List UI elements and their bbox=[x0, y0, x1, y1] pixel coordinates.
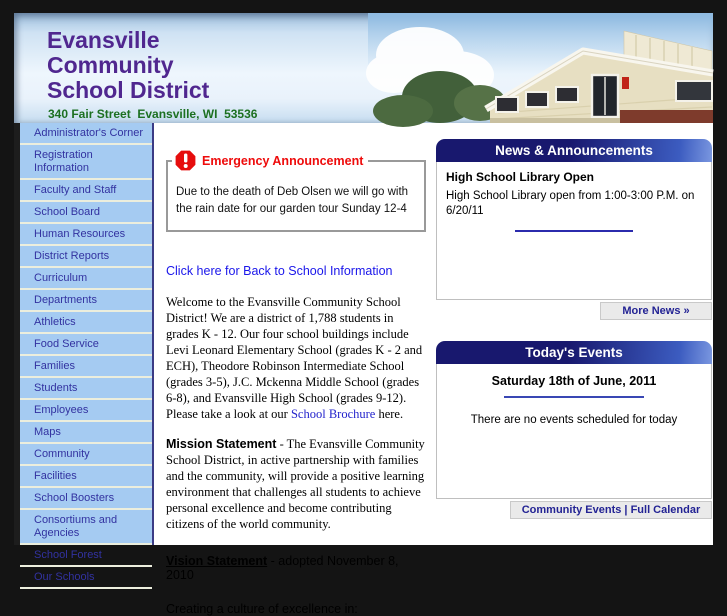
sidebar-item-employees[interactable]: Employees bbox=[20, 400, 152, 422]
events-footer-links bbox=[510, 501, 712, 519]
community-events-link[interactable]: Community Events bbox=[521, 504, 622, 516]
vision-statement-line bbox=[166, 554, 426, 582]
sidebar-item-district-reports[interactable]: District Reports bbox=[20, 246, 152, 268]
right-column bbox=[436, 123, 713, 545]
site-title-line3: School District bbox=[47, 77, 210, 103]
news-item-body: High School Library open from 1:00-3:00 P.M. on 6/20/11 bbox=[446, 190, 695, 217]
sidebar-item-school-boosters[interactable]: School Boosters bbox=[20, 488, 152, 510]
sidebar-item-our-schools[interactable]: Our Schools bbox=[20, 567, 152, 589]
sidebar-item-administrators-corner[interactable]: Administrator's Corner bbox=[20, 123, 152, 145]
emergency-announcement-legend bbox=[172, 149, 368, 172]
news-panel bbox=[436, 139, 712, 320]
sidebar-item-departments[interactable]: Departments bbox=[20, 290, 152, 312]
news-divider bbox=[515, 230, 633, 232]
mission-statement-text: - The Evansville Community School District, in active partnership with families and the community, will provide a positive learning environment that challenges all students to achieve personal excellence and become contributing citizens of the world community. bbox=[166, 437, 425, 531]
sidebar-item-human-resources[interactable]: Human Resources bbox=[20, 224, 152, 246]
sign bbox=[622, 77, 629, 89]
welcome-paragraph bbox=[166, 294, 426, 422]
events-empty-message: There are no events scheduled for today bbox=[470, 414, 678, 426]
sidebar-item-maps[interactable]: Maps bbox=[20, 422, 152, 444]
culture-line: Creating a culture of excellence in: bbox=[166, 602, 358, 616]
events-divider bbox=[504, 396, 644, 398]
sidebar-item-school-forest[interactable]: School Forest bbox=[20, 545, 152, 567]
news-panel-body bbox=[436, 162, 712, 300]
sidebar-item-registration-information[interactable]: Registration Information bbox=[20, 145, 152, 180]
news-panel-header: News & Announcements bbox=[436, 139, 712, 162]
brick-base bbox=[620, 110, 713, 123]
body-row bbox=[14, 123, 713, 616]
news-item-headline: High School Library Open bbox=[446, 170, 595, 184]
sidebar-nav bbox=[14, 123, 154, 583]
welcome-text-after: here. bbox=[375, 407, 404, 421]
site-title-line1: Evansville bbox=[47, 27, 160, 53]
emergency-icon bbox=[174, 149, 197, 172]
back-to-school-link[interactable]: Click here for Back to School Information bbox=[166, 264, 393, 278]
mission-statement-paragraph bbox=[166, 436, 426, 532]
site-header bbox=[14, 13, 713, 123]
full-calendar-link[interactable]: Full Calendar bbox=[630, 504, 701, 516]
vision-statement-text: - adopted November 8, 2010 bbox=[166, 554, 399, 582]
sidebar-item-faculty-and-staff[interactable]: Faculty and Staff bbox=[20, 180, 152, 202]
vision-statement-label: Vision Statement bbox=[166, 554, 268, 568]
events-panel-body bbox=[436, 364, 712, 499]
sidebar-item-facilities[interactable]: Facilities bbox=[20, 466, 152, 488]
district-address: 340 Fair Street Evansville, WI 53536 bbox=[48, 107, 258, 121]
school-building-photo bbox=[368, 13, 713, 123]
footer-links-separator: | bbox=[621, 504, 631, 516]
sidebar-item-students[interactable]: Students bbox=[20, 378, 152, 400]
school-brochure-link[interactable]: School Brochure bbox=[290, 407, 376, 421]
more-news-link[interactable]: More News » bbox=[600, 302, 712, 320]
welcome-text-before: Welcome to the Evansville Community School District! We are a district of 1,788 students in grades K - 12. Our four school buildings include Levi Leonard Elementary School (grades K - 2 and ECH), Theodore Robinson Intermediate School (grades 3-5), J.C. Mckenna Middle School (grades 6-8), and Evansville High School (grades 9-12). Please take a look at our bbox=[166, 295, 423, 421]
sidebar-item-athletics[interactable]: Athletics bbox=[20, 312, 152, 334]
sidebar-item-school-board[interactable]: School Board bbox=[20, 202, 152, 224]
site-title bbox=[47, 28, 209, 103]
site-title-line2: Community bbox=[47, 52, 174, 78]
page-container bbox=[14, 13, 713, 616]
sidebar-item-consortiums-and-agencies[interactable]: Consortiums and Agencies bbox=[20, 510, 152, 545]
sidebar-item-curriculum[interactable]: Curriculum bbox=[20, 268, 152, 290]
main-content bbox=[154, 123, 436, 616]
emergency-announcement-box bbox=[166, 149, 426, 232]
emergency-announcement-message: Due to the death of Deb Olsen we will go with the rain date for our garden tour Sunday 12-4 bbox=[176, 186, 409, 215]
mission-statement-label: Mission Statement bbox=[166, 437, 277, 451]
sidebar-item-community[interactable]: Community bbox=[20, 444, 152, 466]
sidebar-item-food-service[interactable]: Food Service bbox=[20, 334, 152, 356]
events-panel-header: Today's Events bbox=[436, 341, 712, 364]
sidebar-item-families[interactable]: Families bbox=[20, 356, 152, 378]
emergency-announcement-title: Emergency Announcement bbox=[202, 153, 364, 168]
events-panel bbox=[436, 341, 712, 519]
events-date: Saturday 18th of June, 2011 bbox=[491, 374, 657, 388]
